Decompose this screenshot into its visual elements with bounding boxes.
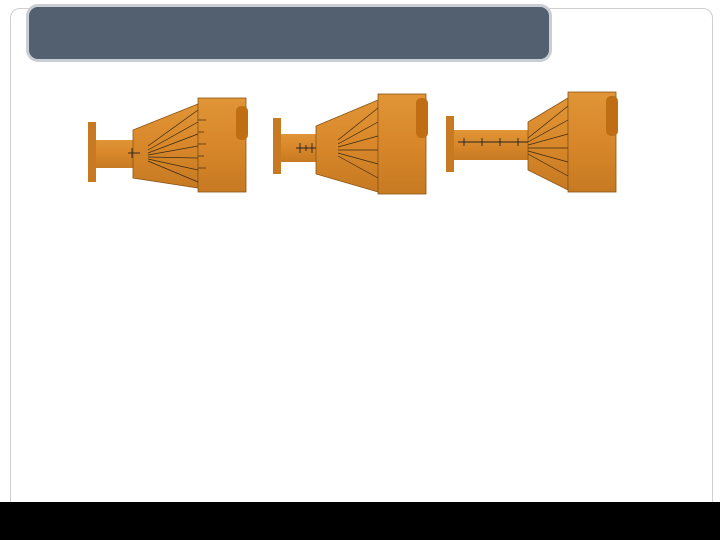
micrometer-figure (88, 90, 628, 400)
title-bar (26, 4, 552, 62)
micrometer-photo-c (446, 92, 618, 192)
micrometer-photo-b (273, 94, 428, 194)
footer-bar (0, 502, 720, 540)
micrometer-photo-a (88, 98, 248, 192)
